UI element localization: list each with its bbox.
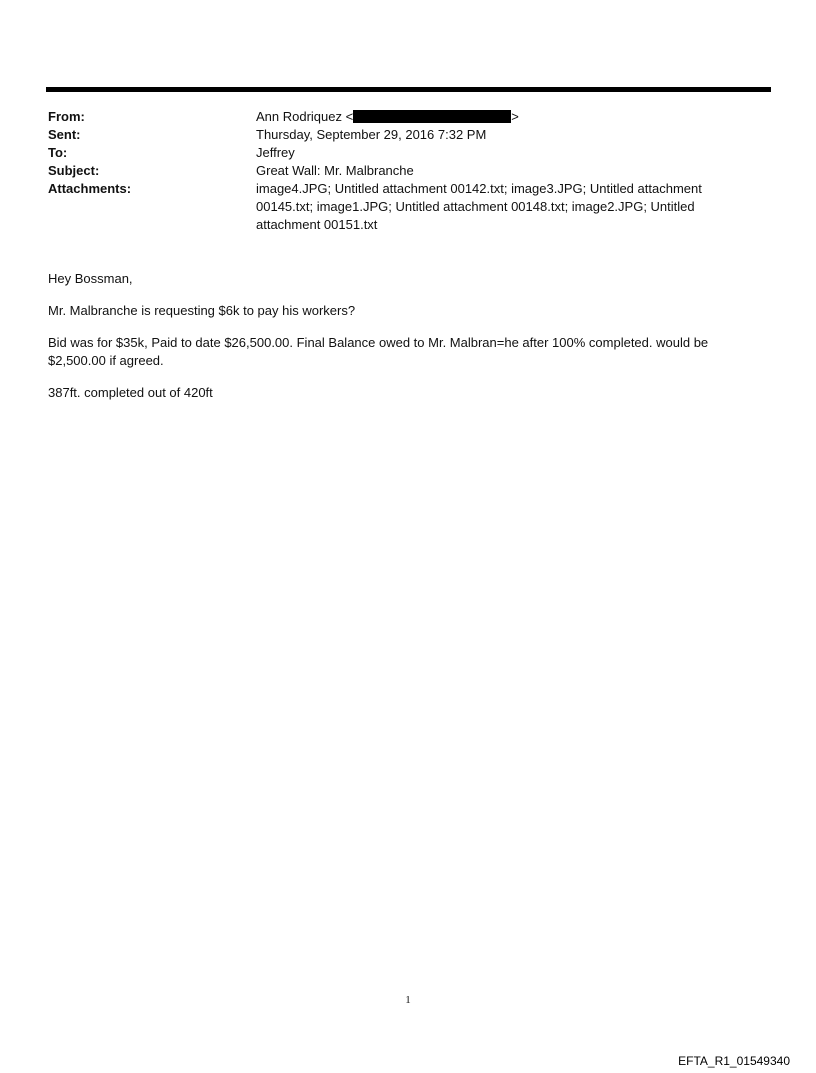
- email-header: [48, 108, 748, 234]
- redacted-email-address: [353, 110, 511, 123]
- attachments-value: image4.JPG; Untitled attachment 00142.txt; image3.JPG; Untitled attachment 00145.txt; image1.JPG; Untitled attachment 00148.txt; image2.JPG; Untitled attachment 00151.txt: [256, 181, 702, 232]
- subject-row: [48, 162, 748, 180]
- to-row: [48, 144, 748, 162]
- page-number: 1: [405, 994, 411, 1006]
- body-paragraph-request: Mr. Malbranche is requesting $6k to pay his workers?: [48, 303, 356, 318]
- sent-value: Thursday, September 29, 2016 7:32 PM: [256, 127, 487, 142]
- header-divider: [46, 87, 771, 92]
- from-label: From:: [48, 109, 85, 124]
- greeting: Hey Bossman,: [48, 271, 133, 286]
- document-id: EFTA_R1_01549340: [678, 1054, 790, 1068]
- from-name: Ann Rodriquez <: [256, 109, 354, 124]
- sent-label: Sent:: [48, 127, 81, 142]
- email-body: [48, 270, 748, 416]
- attachments-row: [48, 180, 748, 234]
- body-paragraph-progress: 387ft. completed out of 420ft: [48, 385, 213, 400]
- to-value: Jeffrey: [256, 145, 295, 160]
- subject-label: Subject:: [48, 163, 100, 178]
- from-value: [256, 108, 748, 126]
- subject-value: Great Wall: Mr. Malbranche: [256, 163, 414, 178]
- from-row: [48, 108, 748, 126]
- sent-row: [48, 126, 748, 144]
- body-paragraph-balance: Bid was for $35k, Paid to date $26,500.00. Final Balance owed to Mr. Malbran=he after 100% completed. would be $2,500.00 if agreed.: [48, 335, 709, 368]
- attachments-label: Attachments:: [48, 181, 132, 196]
- to-label: To:: [48, 145, 68, 160]
- from-suffix: >: [511, 109, 519, 124]
